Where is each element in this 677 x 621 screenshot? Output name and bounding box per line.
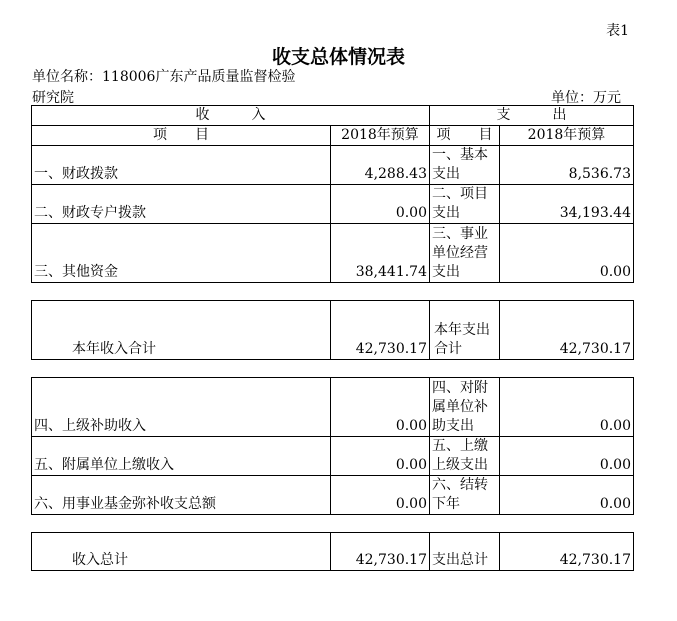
income-item: 一、财政拨款 <box>32 146 331 185</box>
income-value: 4,288.43 <box>331 146 430 185</box>
total-row <box>32 533 634 571</box>
expense-subtotal-label: 本年支出合计 <box>430 301 500 360</box>
income-subtotal-label: 本年收入合计 <box>32 301 331 360</box>
expense-total-label: 支出总计 <box>430 533 500 571</box>
income-item: 五、附属单位上缴收入 <box>32 437 331 476</box>
subtotal-row <box>32 301 634 360</box>
table-row <box>32 437 634 476</box>
expense-value: 0.00 <box>500 224 634 283</box>
income-value: 0.00 <box>331 476 430 515</box>
expense-total-value: 42,730.17 <box>500 533 634 571</box>
table-row <box>32 378 634 437</box>
table-row <box>32 224 634 283</box>
header-row <box>32 126 634 146</box>
expense-value: 34,193.44 <box>500 185 634 224</box>
expense-item: 六、结转下年 <box>430 476 500 515</box>
budget-table <box>31 105 634 571</box>
unit-name-line1: 单位名称：118006广东产品质量监督检验 <box>32 69 296 85</box>
income-item: 三、其他资金 <box>32 224 331 283</box>
income-subtotal-value: 42,730.17 <box>331 301 430 360</box>
income-item: 二、财政专户拨款 <box>32 185 331 224</box>
expense-item: 三、事业单位经营支出 <box>430 224 500 283</box>
expense-item: 二、项目支出 <box>430 185 500 224</box>
income-item: 六、用事业基金弥补收支总额 <box>32 476 331 515</box>
header-row-group <box>32 106 634 126</box>
expense-value: 0.00 <box>500 378 634 437</box>
expense-item: 五、上缴上级支出 <box>430 437 500 476</box>
expense-item: 一、基本支出 <box>430 146 500 185</box>
income-value: 0.00 <box>331 437 430 476</box>
table-row <box>32 476 634 515</box>
income-total-label: 收入总计 <box>32 533 331 571</box>
table-number: 表1 <box>606 23 629 39</box>
expense-subtotal-value: 42,730.17 <box>500 301 634 360</box>
income-value: 0.00 <box>331 185 430 224</box>
expense-header: 支 出 <box>430 106 634 126</box>
income-header: 收 入 <box>32 106 430 126</box>
expense-item: 四、对附属单位补助支出 <box>430 378 500 437</box>
table-row <box>32 146 634 185</box>
income-item: 四、上级补助收入 <box>32 378 331 437</box>
currency-unit: 单位：万元 <box>551 90 621 106</box>
table-row <box>32 185 634 224</box>
page-title: 收支总体情况表 <box>271 46 405 68</box>
expense-value: 0.00 <box>500 437 634 476</box>
unit-name-line2: 研究院 <box>32 90 74 106</box>
income-value: 0.00 <box>331 378 430 437</box>
expense-budget-header: 2018年预算 <box>500 126 634 146</box>
income-budget-header: 2018年预算 <box>331 126 430 146</box>
expense-item-header: 项 目 <box>430 126 500 146</box>
expense-value: 8,536.73 <box>500 146 634 185</box>
income-total-value: 42,730.17 <box>331 533 430 571</box>
expense-value: 0.00 <box>500 476 634 515</box>
income-item-header: 项 目 <box>32 126 331 146</box>
income-value: 38,441.74 <box>331 224 430 283</box>
